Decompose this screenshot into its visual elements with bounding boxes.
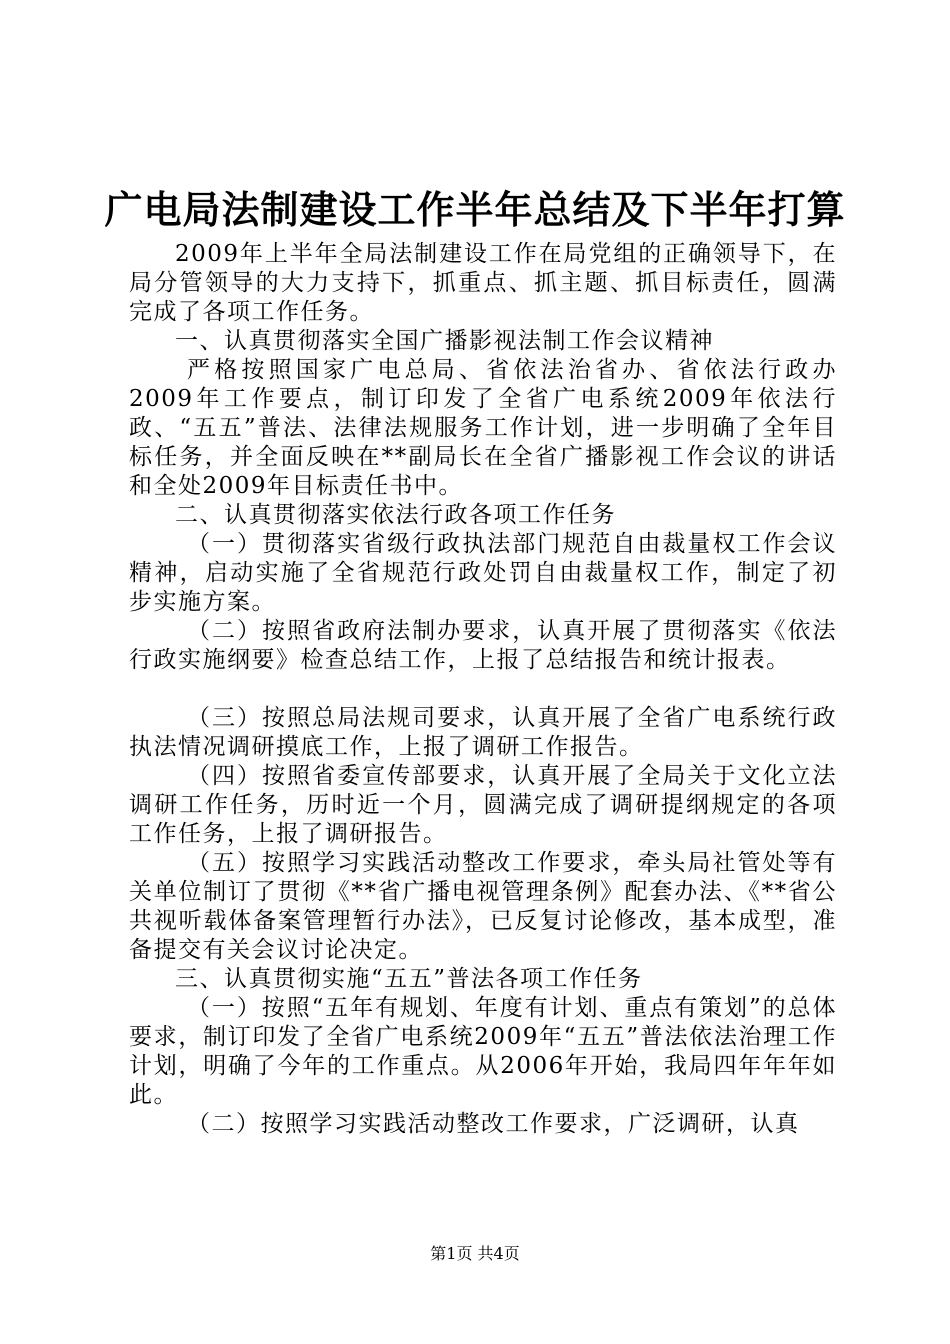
body-paragraph: （三）按照总局法规司要求，认真开展了全省广电系统行政执法情况调研摸底工作，上报了调研工作报告。: [129, 705, 837, 760]
section-heading-2: 二、认真贯彻落实依法行政各项工作任务: [175, 502, 616, 528]
blank-line: [129, 675, 837, 704]
body-paragraph: （四）按照省委宣传部要求，认真开展了全局关于文化立法调研工作任务，历时近一个月，圆满完成了调研提纲规定的各项工作任务，上报了调研报告。: [129, 763, 837, 847]
page-footer: 第1页 共4页: [430, 1244, 520, 1263]
document-title: 广电局法制建设工作半年总结及下半年打算: [104, 187, 846, 232]
section-heading-3: 三、认真贯彻实施“五五”普法各项工作任务: [175, 966, 643, 992]
document-body: [129, 240, 837, 1139]
body-paragraph: （一）按照“五年有规划、年度有计划、重点有策划”的总体要求，制订印发了全省广电系统2009年“五五”普法依法治理工作计划，明确了今年的工作重点。从2006年开始，我局四年年年如此。: [129, 995, 837, 1108]
body-paragraph: （五）按照学习实践活动整改工作要求，牵头局社管处等有关单位制订了贯彻《**省广播电视管理条例》配套办法、《**省公共视听载体备案管理暂行办法》，已反复讨论修改，基本成型，准备提交有关会议讨论决定。: [129, 850, 837, 963]
body-paragraph: 严格按照国家广电总局、省依法治省办、省依法行政办2009年工作要点，制订印发了全省广电系统2009年依法行政、“五五”普法、法律法规服务工作计划，进一步明确了全年目标任务，并全面反映在**副局长在全省广播影视工作会议的讲话和全处2009年目标责任书中。: [129, 357, 837, 499]
body-paragraph: （二）按照省政府法制办要求，认真开展了贯彻落实《依法行政实施纲要》检查总结工作，上报了总结报告和统计报表。: [129, 618, 837, 673]
body-paragraph: （一）贯彻落实省级行政执法部门规范自由裁量权工作会议精神，启动实施了全省规范行政处罚自由裁量权工作，制定了初步实施方案。: [129, 531, 837, 615]
intro-paragraph: 2009年上半年全局法制建设工作在局党组的正确领导下，在局分管领导的大力支持下，抓重点、抓主题、抓目标责任，圆满完成了各项工作任务。: [129, 241, 837, 325]
body-paragraph: （二）按照学习实践活动整改工作要求，广泛调研，认真: [187, 1111, 800, 1137]
section-heading-1: 一、认真贯彻落实全国广播影视法制工作会议精神: [175, 328, 714, 354]
